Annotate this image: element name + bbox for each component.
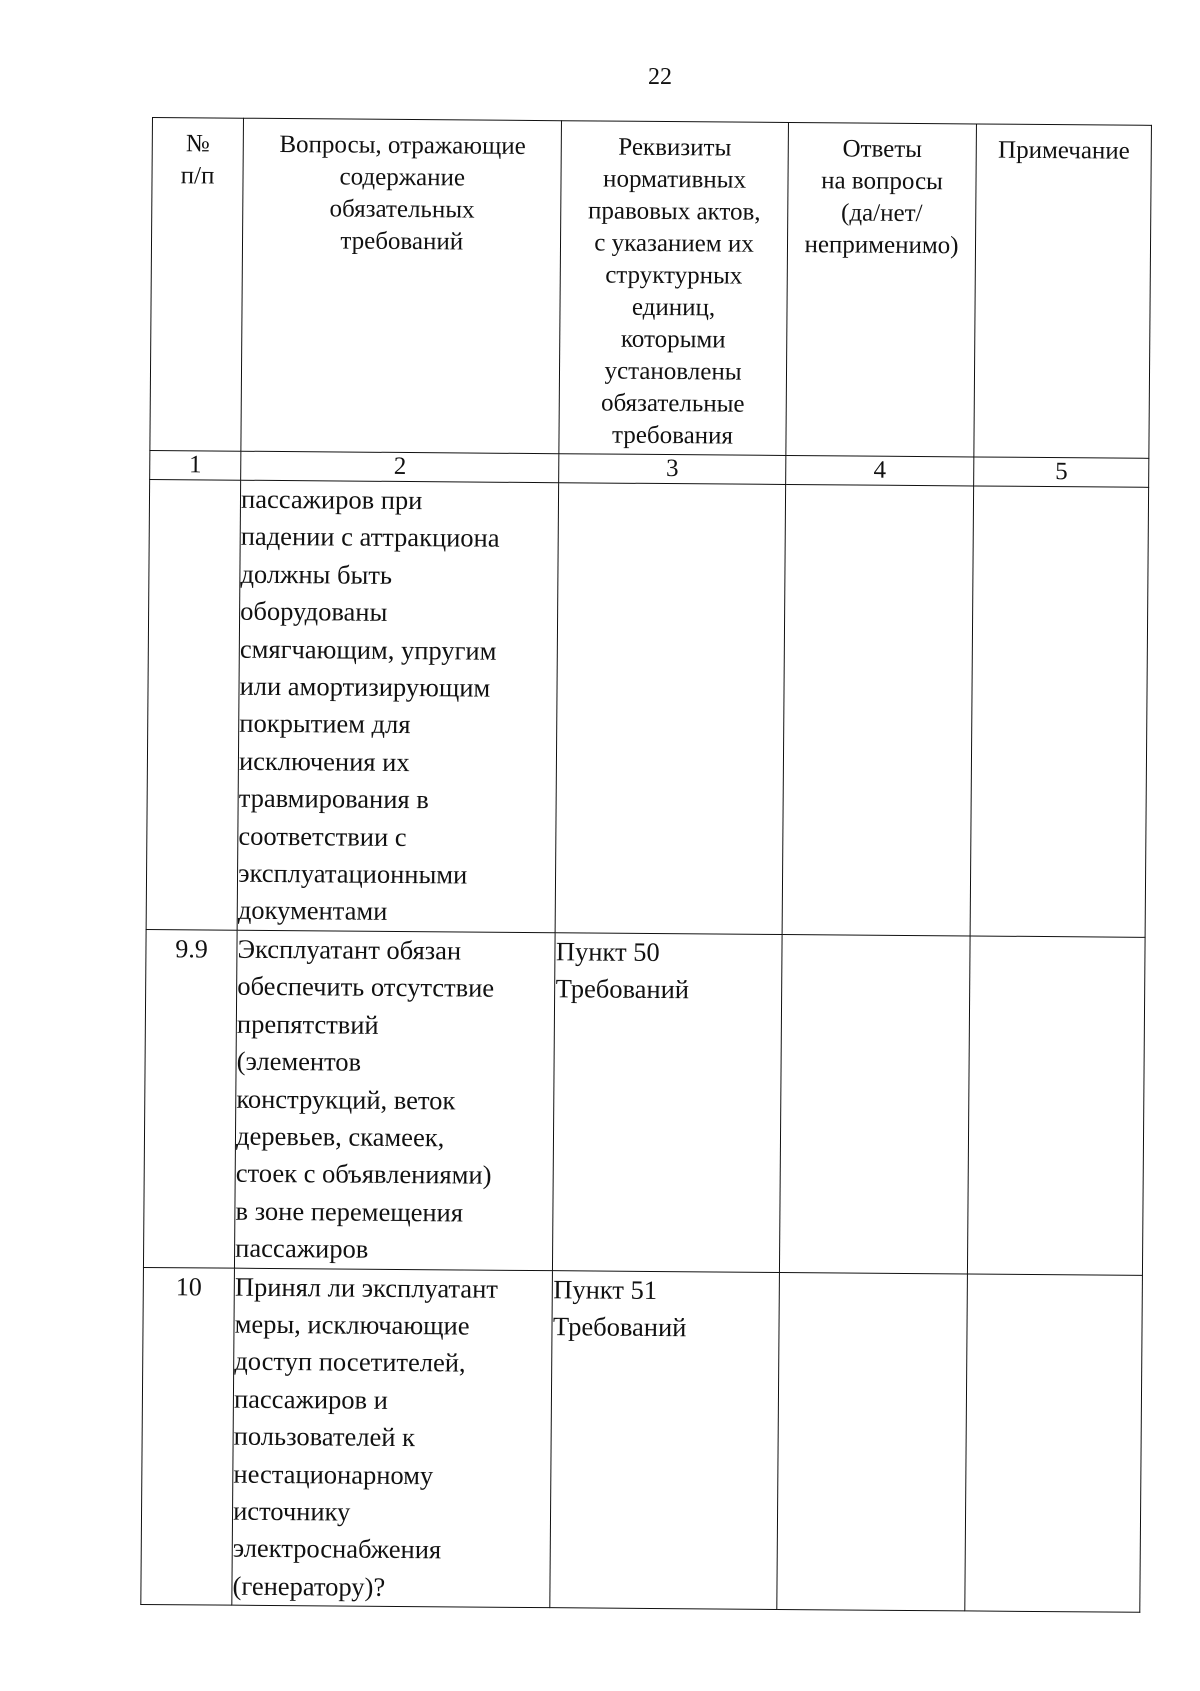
header-line: нормативных: [603, 165, 747, 194]
question-line: падении с аттракциона: [240, 521, 500, 554]
column-number: 4: [785, 455, 974, 485]
header-line: содержание: [339, 163, 466, 192]
header-requisites: [559, 121, 788, 456]
header-line: Ответы: [842, 135, 923, 164]
header-line: Реквизиты: [618, 133, 732, 162]
question-line: пассажиров: [235, 1232, 369, 1264]
question-line: электроснабжения: [232, 1533, 442, 1565]
column-number: 1: [150, 450, 241, 480]
question-line: документами: [237, 895, 388, 927]
table-row: [143, 929, 1145, 1274]
row-question: [235, 930, 556, 1270]
header-line: структурных: [605, 261, 743, 290]
row-number: [146, 479, 241, 930]
question-line: эксплуатационными: [238, 857, 468, 890]
header-line: Вопросы, отражающие: [279, 131, 526, 160]
header-line: (да/нет/: [840, 199, 923, 228]
question-line: пользователей к: [233, 1420, 416, 1453]
question-line: меры, исключающие: [234, 1308, 470, 1341]
header-line: единиц,: [631, 293, 716, 322]
header-answers: [785, 122, 976, 456]
table-row: [141, 1267, 1143, 1612]
question-line: обеспечить отсутствие: [237, 970, 495, 1003]
row-note: [971, 486, 1149, 937]
question-line: стоек с объявлениями): [235, 1158, 492, 1191]
table-row: [146, 479, 1149, 937]
reference-line: Требований: [552, 1311, 687, 1343]
row-reference: [556, 483, 786, 935]
question-line: оборудованы: [240, 595, 388, 628]
row-reference: [550, 1270, 779, 1609]
row-answer: [776, 1272, 967, 1611]
question-line: пассажиров при: [240, 483, 423, 516]
row-reference: [553, 933, 782, 1272]
reference-line: Требований: [555, 973, 690, 1005]
question-line: (генератору)?: [232, 1570, 386, 1602]
row-answer: [782, 484, 974, 935]
header-line: с указанием их: [594, 229, 754, 258]
row-answer: [779, 934, 970, 1273]
question-line: исключения их: [238, 745, 410, 777]
question-line: конструкций, веток: [236, 1083, 456, 1115]
question-line: Эксплуатант обязан: [237, 933, 462, 966]
header-line: установлены: [604, 357, 742, 386]
column-number: 3: [559, 454, 785, 485]
header-line: п/п: [180, 162, 215, 190]
header-line: которыми: [620, 325, 726, 354]
question-line: покрытием для: [239, 708, 411, 740]
question-line: препятствий: [236, 1008, 379, 1040]
header-questions: [241, 118, 562, 453]
header-line: на вопросы: [821, 167, 944, 196]
header-line: Примечание: [997, 136, 1130, 165]
row-number: 10: [141, 1267, 235, 1605]
question-line: нестационарному: [233, 1458, 434, 1490]
row-number: 9.9: [143, 929, 237, 1267]
question-line: (элементов: [236, 1045, 362, 1077]
question-line: смягчающим, упругим: [239, 633, 497, 666]
row-question: [232, 1268, 553, 1608]
question-line: соответствии с: [238, 820, 407, 852]
reference-line: Пункт 51: [553, 1273, 658, 1305]
header-line: правовых актов,: [587, 197, 761, 226]
checklist-table: [140, 117, 1152, 1613]
row-note: [965, 1273, 1142, 1612]
column-number: 2: [241, 451, 560, 482]
header-line: обязательные: [600, 389, 745, 418]
page-number: 22: [648, 64, 672, 90]
question-line: источнику: [233, 1495, 351, 1527]
reference-line: Пункт 50: [555, 936, 660, 967]
question-line: в зоне перемещения: [235, 1195, 464, 1228]
header-line: требований: [340, 227, 464, 256]
row-note: [968, 936, 1145, 1275]
row-question: [237, 480, 559, 932]
question-line: деревьев, скамеек,: [235, 1120, 445, 1153]
question-line: пассажиров и: [233, 1383, 389, 1415]
header-notes: [974, 124, 1151, 458]
question-line: Принял ли эксплуатант: [234, 1271, 499, 1304]
column-number: 5: [974, 457, 1149, 487]
table-header-row: [150, 118, 1152, 459]
header-line: №: [185, 130, 210, 158]
question-line: или амортизирующим: [239, 670, 491, 703]
header-line: неприменимо): [804, 231, 959, 260]
header-line: требования: [612, 421, 734, 450]
question-line: травмирования в: [238, 782, 429, 815]
question-line: доступ посетителей,: [234, 1346, 466, 1378]
header-number: [150, 118, 244, 452]
header-line: обязательных: [329, 195, 475, 224]
question-line: должны быть: [240, 558, 393, 590]
